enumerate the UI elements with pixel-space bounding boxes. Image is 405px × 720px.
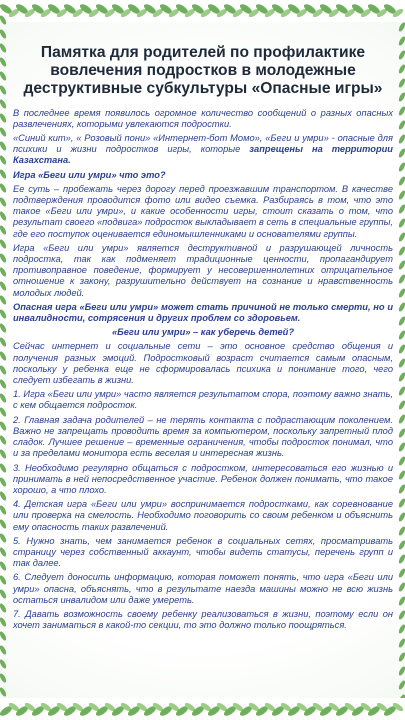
leaf-icon xyxy=(398,428,405,439)
tip-item: 2. Главная задача родителей – не терять контакта с подрастающим поколением. Важно не запрещать проводить время за компьютером, поскольку запретный плод сладок. Лучшее решение – временные ограничения, чтобы подросток понимал, что и за пределами монитора есть веселая и интересная жизнь. xyxy=(13,414,393,459)
leaf-icon xyxy=(398,484,405,495)
leaf-icon xyxy=(398,568,405,579)
leaf-icon xyxy=(398,246,405,257)
leaf-icon xyxy=(398,680,405,691)
leaf-icon xyxy=(0,407,7,418)
leaf-icon xyxy=(398,218,405,229)
leaf-icon xyxy=(0,505,7,516)
leaf-icon xyxy=(0,127,7,138)
tip-item: 3. Необходимо регулярно общаться с подростком, интересоваться его жизнью и принимать в ней непосредственное участие. Ребенок должен понимать, что такое хорошо, а что плохо. xyxy=(13,462,393,495)
leaf-icon xyxy=(398,470,405,481)
leaf-icon xyxy=(0,43,7,54)
leaf-icon xyxy=(0,309,7,320)
leaf-icon xyxy=(0,533,7,544)
leaf-icon xyxy=(0,435,7,446)
paragraph-internet: Сейчас интернет и социальные сети – это основное средство общения и получения разных эмоций. Подростковый возраст считается самым опасным, поскольку у ребенка еще не сформировалась психика и понимание того, чего следует избегать в жизни. xyxy=(13,341,393,386)
leaf-icon xyxy=(0,687,7,698)
leaf-icon xyxy=(398,92,405,103)
tip-item: 4. Детская игра «Беги или умри» воспринимается подростками, как соревнование или проверка на смелость. Необходимо поговорить со своим ребенком и объяснить ему опасность таких развлечений. xyxy=(13,499,393,532)
leaf-icon xyxy=(398,358,405,369)
leaf-icon xyxy=(0,561,7,572)
games-paragraph xyxy=(13,133,393,167)
leaf-icon xyxy=(398,274,405,285)
leaf-icon xyxy=(398,78,405,89)
warning-paragraph: Опасная игра «Беги или умри» может стать причиной не только смерти, но и инвалидности, сотрясения и других проблем со здоровьем. xyxy=(13,301,393,324)
leaf-icon xyxy=(0,351,7,362)
leaf-icon xyxy=(398,288,405,299)
leaf-icon xyxy=(398,582,405,593)
bottom-leaf-border xyxy=(0,698,405,720)
leaf-icon xyxy=(0,393,7,404)
tip-item: 1. Игра «Беги или умри» часто является результатом спора, поэтому важно знать, с кем общается подросток. xyxy=(13,389,393,411)
leaf-icon xyxy=(0,659,7,670)
leaf-icon xyxy=(0,85,7,96)
leaf-icon xyxy=(398,386,405,397)
leaf-icon xyxy=(0,225,7,236)
paragraph-essence: Ее суть – пробежать через дорогу перед проезжавшим транспортом. В качестве подтверждения проводится фото или видео съемка. Разбираясь в том, что это такое «Беги или умри», и какие особенности игры, стоит сказать о том, что результат своего «подвига» подросток выкладывает в сеть в специальные группы, где его поступок оценивается единомышленниками и основателями группы. xyxy=(13,183,393,239)
leaf-icon xyxy=(398,176,405,187)
leaf-icon xyxy=(0,71,7,82)
leaf-icon xyxy=(0,57,7,68)
leaf-icon xyxy=(398,204,405,215)
leaf-icon xyxy=(398,554,405,565)
leaf-icon xyxy=(0,491,7,502)
leaf-icon xyxy=(0,183,7,194)
leaf-icon xyxy=(0,575,7,586)
leaf-icon xyxy=(0,645,7,656)
games-ban-notice: запрещены на территории Казахстана. xyxy=(13,144,393,166)
leaf-icon xyxy=(0,169,7,180)
leaf-icon xyxy=(398,596,405,607)
left-border xyxy=(0,0,9,720)
leaf-icon xyxy=(398,372,405,383)
leaf-icon xyxy=(0,631,7,642)
leaf-icon xyxy=(0,673,7,684)
leaf-icon xyxy=(398,148,405,159)
leaf-icon xyxy=(0,477,7,488)
leaf-icon xyxy=(398,666,405,677)
leaf-icon xyxy=(0,197,7,208)
leaf-icon xyxy=(0,617,7,628)
tip-item: 7. Давать возможность своему ребенку реализоваться в жизни, поэтому если он хочет заниматься в какой-то секции, то это должно только поощряться. xyxy=(13,608,393,631)
leaf-icon xyxy=(0,421,7,432)
leaf-icon xyxy=(398,120,405,131)
leaf-icon xyxy=(0,365,7,376)
leaf-icon xyxy=(0,379,7,390)
tip-item: 5. Нужно знать, чем занимается ребенок в социальных сетях, просматривать страницу через собственный аккаунт, чтобы видеть статусы, перечень групп и так далее. xyxy=(13,535,393,569)
leaf-icon xyxy=(398,232,405,243)
leaf-icon xyxy=(0,519,7,530)
leaf-icon xyxy=(0,337,7,348)
leaf-icon xyxy=(0,589,7,600)
leaf-icon xyxy=(398,162,405,173)
leaf-icon xyxy=(0,603,7,614)
leaf-icon xyxy=(398,456,405,467)
leaf-icon xyxy=(398,624,405,635)
question-what-is-it: Игра «Беги или умри» что это? xyxy=(13,169,166,180)
memo-content xyxy=(13,44,393,696)
leaf-icon xyxy=(398,610,405,621)
leaf-icon xyxy=(0,211,7,222)
leaf-icon xyxy=(0,113,7,124)
leaf-ornament-right xyxy=(396,0,405,720)
leaf-ornament-left xyxy=(0,0,9,720)
leaf-icon xyxy=(0,547,7,558)
leaf-icon xyxy=(398,330,405,341)
leaf-icon xyxy=(398,442,405,453)
leaf-icon xyxy=(398,36,405,47)
leaf-icon xyxy=(398,526,405,537)
leaf-icon xyxy=(398,316,405,327)
leaf-icon xyxy=(398,106,405,117)
intro-paragraph: В последнее время появилось огромное количество сообщений о разных опасных развлечениях, которыми увлекаются подростки. xyxy=(13,107,393,129)
leaf-icon xyxy=(398,260,405,271)
question-how-to-protect: «Беги или умри» – как уберечь детей? xyxy=(111,327,294,338)
leaf-icon xyxy=(0,99,7,110)
leaf-icon xyxy=(0,29,7,40)
leaf-icon xyxy=(0,239,7,250)
games-list-text: «Синий кит», « Розовый пони» «Интернет-бот Момо», «Беги и умри» - опасные для психики и жизни подростков игры, которые xyxy=(13,133,393,155)
leaf-icon xyxy=(398,498,405,509)
leaf-icon xyxy=(398,64,405,75)
leaf-ornament-top xyxy=(0,0,405,22)
paragraph-destructive: Игра «Беги или умри» является деструктивной и разрушающей личность подростка, так как подменяет традиционные ценности, пропагандирует противоправное поведение, формирует у несовершеннолетних отрицательное отношение к закону, разрушительно действует на сознание и нравственность молодых людей. xyxy=(13,242,393,298)
leaf-icon xyxy=(398,302,405,313)
leaf-icon xyxy=(0,267,7,278)
top-leaf-border xyxy=(0,0,405,22)
leaf-icon xyxy=(398,22,405,33)
leaf-icon xyxy=(398,190,405,201)
leaf-icon xyxy=(0,281,7,292)
leaf-icon xyxy=(398,512,405,523)
leaf-icon xyxy=(0,295,7,306)
leaf-icon xyxy=(398,400,405,411)
leaf-icon xyxy=(0,449,7,460)
leaf-icon xyxy=(0,323,7,334)
leaf-icon xyxy=(398,638,405,649)
leaf-icon xyxy=(0,463,7,474)
leaf-icon xyxy=(0,155,7,166)
leaf-icon xyxy=(398,414,405,425)
leaf-icon xyxy=(0,15,7,26)
leaf-icon xyxy=(0,141,7,152)
tip-item: 6. Следует доносить информацию, которая поможет понять, что игра «Беги или умри» опасна, объяснять, что в результате наезда машины можно не всю жизнь остаться инвалидом или даже умереть. xyxy=(13,572,393,605)
leaf-icon xyxy=(0,253,7,264)
leaf-icon xyxy=(398,50,405,61)
leaf-icon xyxy=(398,540,405,551)
leaf-icon xyxy=(398,134,405,145)
right-border xyxy=(396,0,405,720)
leaf-icon xyxy=(398,652,405,663)
leaf-ornament-bottom xyxy=(0,698,405,720)
page-title: Памятка для родителей по профилактике вовлечения подростков в молодежные деструктивные субкультуры «Опасные игры» xyxy=(23,44,383,98)
leaf-icon xyxy=(398,344,405,355)
